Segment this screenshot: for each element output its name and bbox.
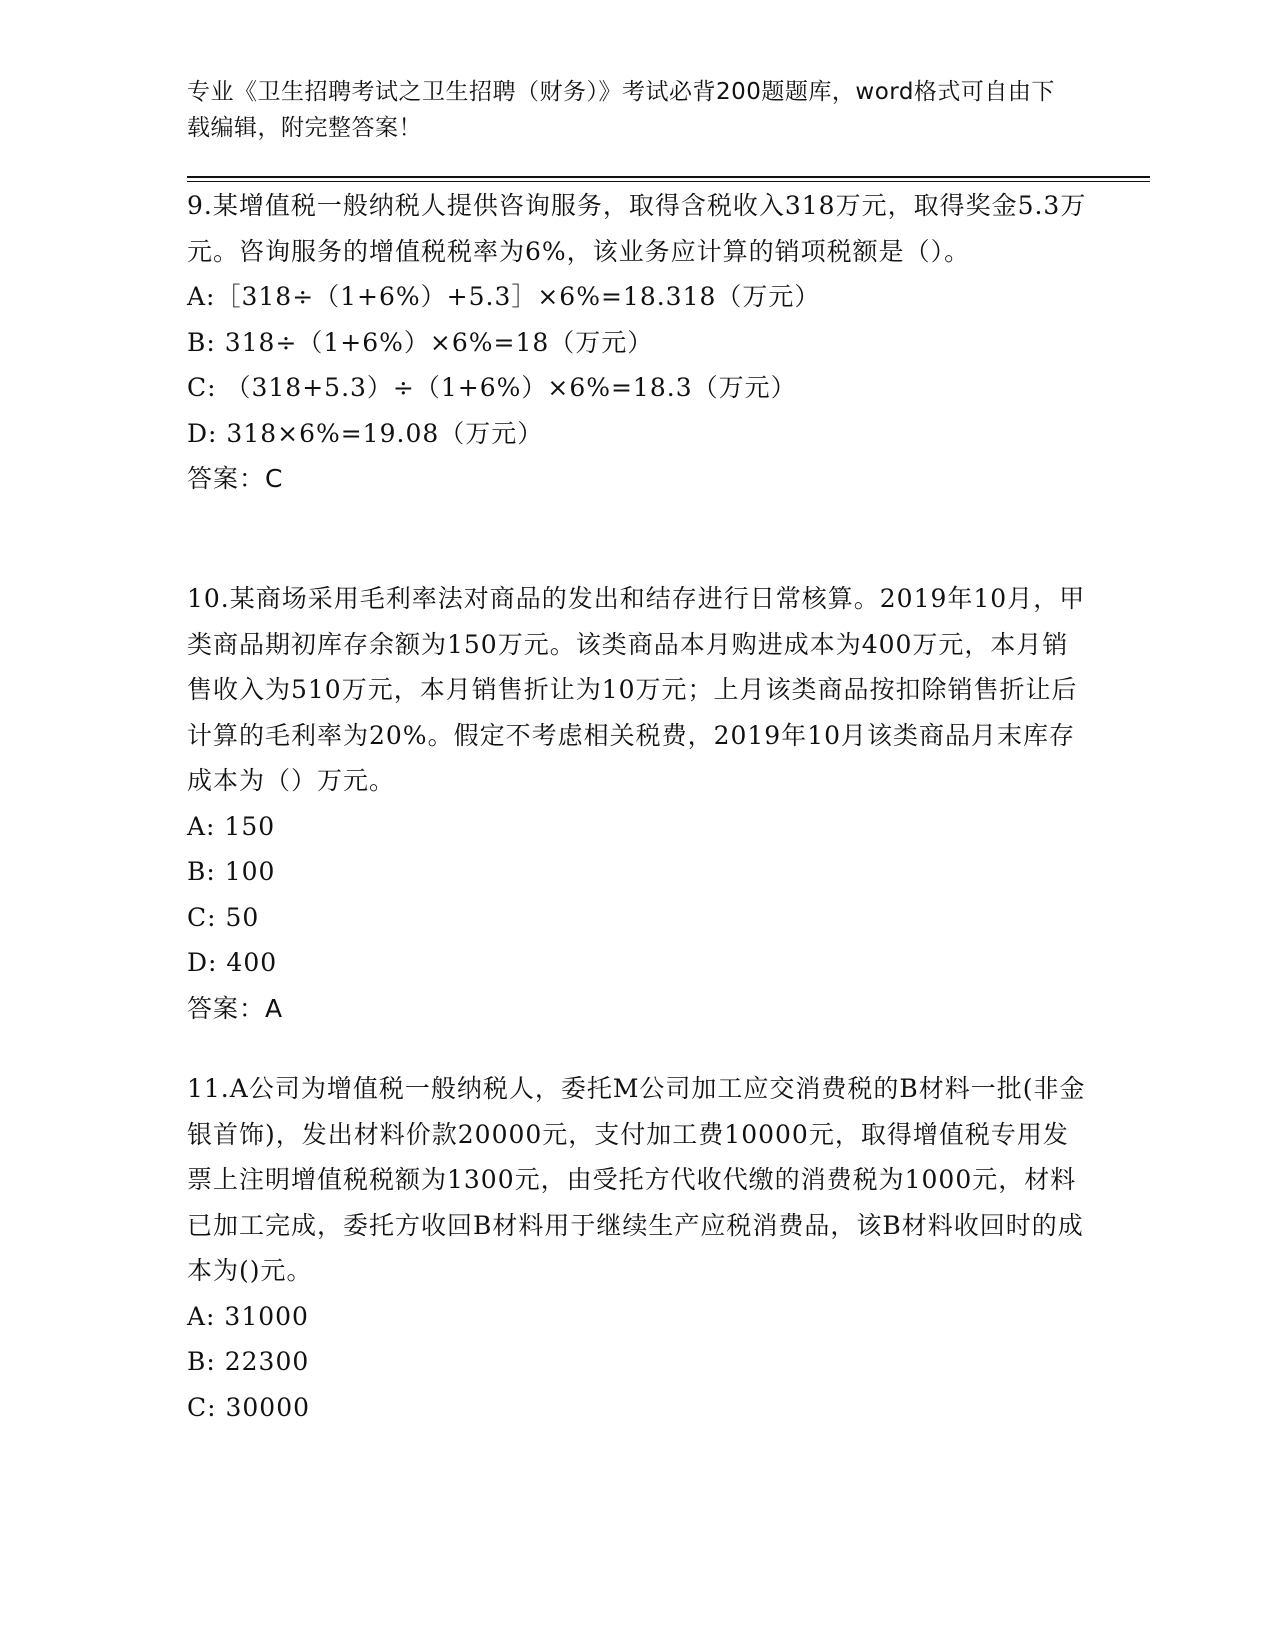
option-d: D: 318×6%=19.08（万元） (187, 418, 544, 448)
header-divider-thin (187, 181, 1150, 182)
option-a: A: 150 (187, 811, 276, 841)
option-b: B: 318÷（1+6%）×6%=18（万元） (187, 327, 654, 357)
option-c: C: 30000 (187, 1392, 311, 1422)
header-divider-thick (187, 176, 1150, 178)
question-text: 9.某增值税一般纳税人提供咨询服务，取得含税收入318万元，取得奖金5.3万元。咨询服务的增值税税率为6%，该业务应计算的销项税额是（）。 (187, 191, 1087, 266)
answer-label: 答案：A (187, 993, 284, 1023)
option-a: A: 31000 (187, 1301, 309, 1331)
option-d: D: 400 (187, 948, 278, 977)
question-text: 10.某商场采用毛利率法对商品的发出和结存进行日常核算。2019年10月，甲类商品期初库存余额为150万元。该类商品本月购进成本为400万元，本月销售收入为510万元，本月销售折让为10万元；上月该类商品按扣除销售折让后计算的毛利率为20%。假定不考虑相关税费，2019年10月该类商品月末库存成本为（）万元。 (187, 584, 1086, 795)
document-header: 专业《卫生招聘考试之卫生招聘（财务）》考试必背200题题库，word格式可自由下载编辑，附完整答案！ (187, 79, 1055, 141)
option-b: B: 22300 (187, 1347, 310, 1376)
option-c: C: 50 (187, 902, 260, 932)
option-a: A:［318÷（1+6%）+5.3］×6%=18.318（万元） (187, 282, 821, 311)
option-c: C: （318+5.3）÷（1+6%）×6%=18.3（万元） (187, 373, 797, 402)
answer-label: 答案：C (187, 464, 284, 493)
question-text: 11.A公司为增值税一般纳税人，委托M公司加工应交消费税的B材料一批(非金银首饰)，发出材料价款20000元，支付加工费10000元，取得增值税专用发票上注明增值税税额为1300元，由受托方代收代缴的消费税为1000元，材料已加工完成，委托方收回B材料用于继续生产应税消费品，该B材料收回时的成本为()元。 (187, 1074, 1086, 1285)
question-11 (187, 1066, 1087, 1430)
option-b: B: 100 (187, 857, 276, 886)
question-10 (187, 576, 1087, 1031)
question-9 (187, 183, 1087, 502)
